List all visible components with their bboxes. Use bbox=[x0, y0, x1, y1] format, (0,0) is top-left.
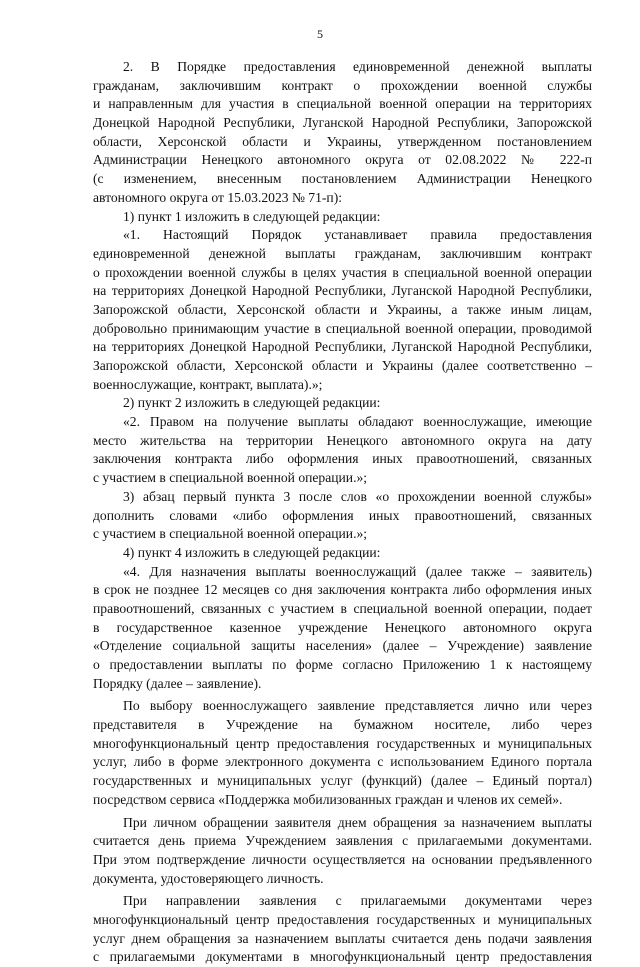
text-line: правоотношений, связанных с участием в специальной военной операции, подает bbox=[93, 600, 592, 616]
text-line: 3) абзац первый пункта 3 после слов «о прохождении военной службы» bbox=[123, 488, 592, 504]
text-line: многофункциональный центр предоставления государственных и муниципальных bbox=[93, 911, 592, 927]
text-line: в государственное казенное учреждение Ненецкого автономного округа bbox=[93, 619, 592, 635]
text-line: При личном обращении заявителя днем обращения за назначением выплаты bbox=[123, 814, 592, 830]
text-line: автономного округа от 15.03.2023 № 71-п): bbox=[93, 189, 343, 205]
text-line: области, Херсонской области и Украины, утвержденном постановлением bbox=[93, 133, 592, 149]
text-line: в срок не позднее 12 месяцев со дня заключения контракта либо оформления иных bbox=[93, 582, 592, 598]
text-line: считается день приема Учреждением заявления с прилагаемыми документами. bbox=[93, 833, 592, 849]
text-line: гражданам, заключившим контракт о прохождении военной службы bbox=[93, 77, 592, 93]
text-line: 4) пункт 4 изложить в следующей редакции: bbox=[123, 544, 381, 560]
document-body bbox=[93, 58, 592, 967]
text-line: о прохождении военной службы в целях участия в специальной военной операции bbox=[93, 264, 592, 280]
text-line: Запорожской области, Херсонской области и Украины, а также иным лицам, bbox=[93, 301, 592, 317]
text-line: 1) пункт 1 изложить в следующей редакции: bbox=[123, 208, 381, 224]
text-line: 2) пункт 2 изложить в следующей редакции: bbox=[123, 395, 381, 411]
text-line: место жительства на территории Ненецкого автономного округа на дату bbox=[93, 432, 592, 448]
text-line: военнослужащие, контракт, выплата).»; bbox=[93, 376, 323, 392]
text-line: с прилагаемыми документами в многофункциональный центр предоставления bbox=[93, 949, 592, 965]
text-line: на территориях Донецкой Народной Республики, Луганской Народной Республики, bbox=[93, 339, 592, 355]
text-line: добровольно принимающим участие в специальной военной операции, проводимой bbox=[93, 320, 592, 336]
text-line: (с изменением, внесенным постановлением Администрации Ненецкого bbox=[93, 171, 592, 187]
text-line: 2. В Порядке предоставления единовременной денежной выплаты bbox=[123, 59, 592, 74]
text-line: о предоставлении выплаты по форме согласно Приложению 1 к настоящему bbox=[93, 657, 592, 672]
text-line: Администрации Ненецкого автономного округа от 02.08.2022 № 222-п bbox=[93, 152, 592, 168]
text-line: заключения контракта либо оформления иных правоотношений, связанных bbox=[93, 451, 592, 467]
text-line: представителя в Учреждение на бумажном носителе, либо через bbox=[93, 717, 592, 733]
text-line: «4. Для назначения выплаты военнослужащий (далее также – заявитель) bbox=[123, 563, 592, 579]
text-line: единовременной денежной выплаты гражданам, заключившим контракт bbox=[93, 245, 592, 261]
text-line: При направлении заявления с прилагаемыми документами через bbox=[123, 893, 592, 909]
text-line: с участием в специальной военной операции.»; bbox=[93, 470, 368, 486]
text-line: услуг, либо в форме электронного документа с использованием Единого портала bbox=[93, 754, 592, 770]
text-line: и направленным для участия в специальной военной операции на территориях bbox=[93, 96, 592, 112]
text-line: «1. Настоящий Порядок устанавливает правила предоставления bbox=[123, 227, 592, 243]
text-line: «2. Правом на получение выплаты обладают военнослужащие, имеющие bbox=[123, 414, 592, 430]
text-line: дополнить словами «либо оформления иных правоотношений, связанных bbox=[93, 507, 592, 523]
text-line: посредством сервиса «Поддержка мобилизованных граждан и членов их семей». bbox=[93, 791, 563, 807]
text-line: государственных и муниципальных услуг (функций) (далее – Единый портал) bbox=[93, 773, 592, 789]
text-line: документа, удостоверяющего личность. bbox=[93, 870, 324, 886]
text-line: на территориях Донецкой Народной Республики, Луганской Народной Республики, bbox=[93, 283, 592, 299]
text-line: многофункциональный центр предоставления государственных и муниципальных bbox=[93, 735, 592, 751]
text-line: Запорожской области, Херсонской области и Украины (далее соответственно – bbox=[93, 358, 592, 373]
page-number: 5 bbox=[317, 27, 323, 41]
text-line: При этом подтверждение личности осуществляется на основании предъявленного bbox=[93, 851, 592, 867]
text-line: Донецкой Народной Республики, Луганской Народной Республики, Запорожской bbox=[93, 115, 592, 131]
text-line: услуг днем обращения за назначением выплаты считается день подачи заявления bbox=[93, 930, 592, 946]
text-line: Порядку (далее – заявление). bbox=[93, 675, 262, 691]
text-line: с участием в специальной военной операции.»; bbox=[93, 526, 368, 542]
text-line: «Отделение социальной защиты населения» (далее – Учреждение) заявление bbox=[93, 638, 592, 654]
text-line: По выбору военнослужащего заявление представляется лично или через bbox=[123, 698, 592, 714]
